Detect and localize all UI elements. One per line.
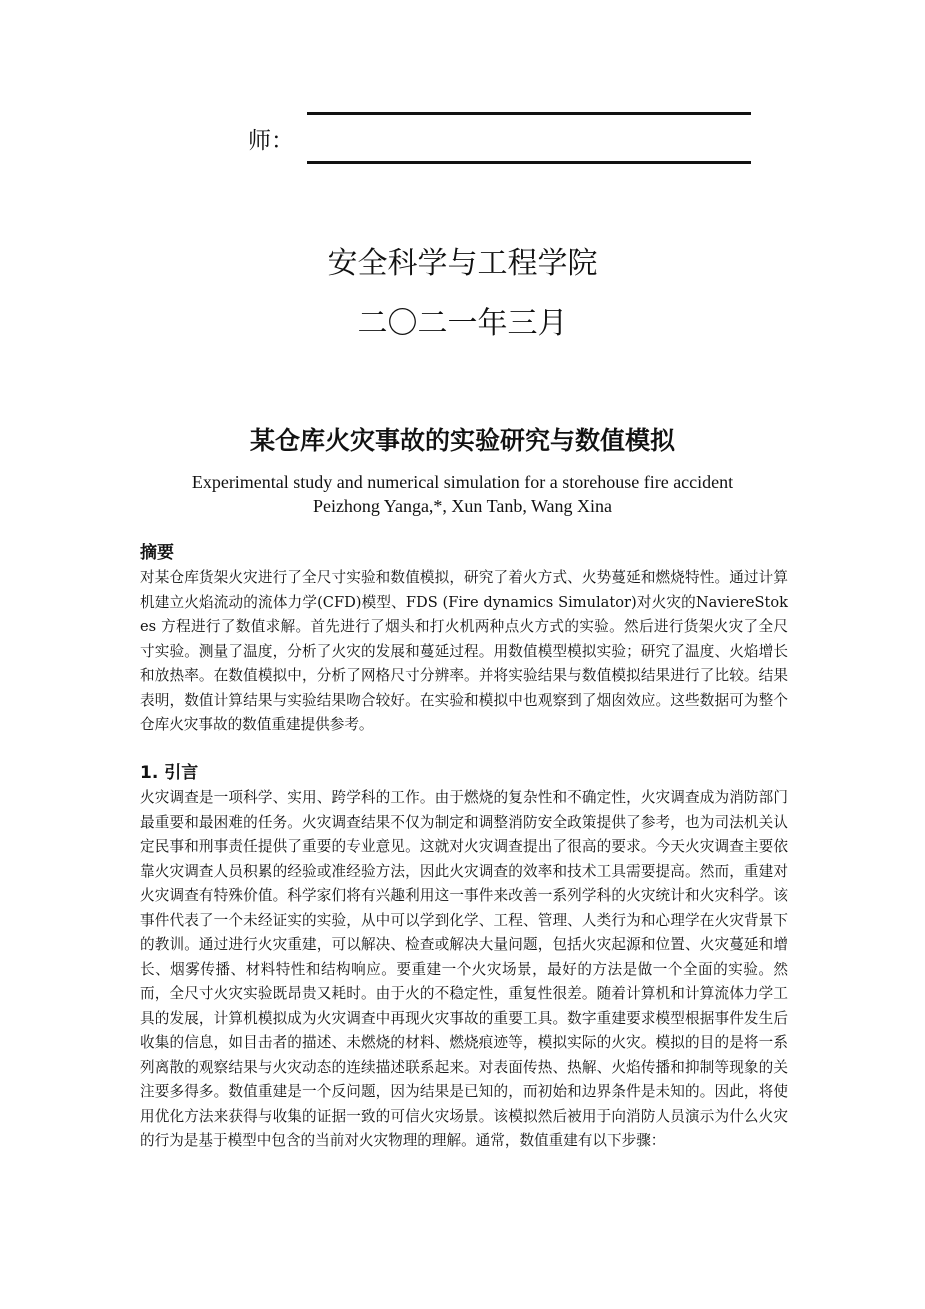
abstract-heading: 摘要 (140, 543, 174, 563)
date: 二〇二一年三月 (357, 306, 568, 341)
school-name: 安全科学与工程学院 (327, 246, 598, 281)
paper-title-en: Experimental study and numerical simulation for a storehouse fire accident (191, 472, 734, 492)
introduction-heading: 1. 引言 (140, 763, 199, 783)
abstract-text: 对某仓库货架火灾进行了全尺寸实验和数值模拟，研究了着火方式、火势蔓延和燃烧特性。通过计算机建立火焰流动的流体力学(CFD)模型、FDS (Fire dynamics Simulator)对火灾的NaviereStokes 方程进行了数值求解。首先进行了烟头和打火机两种点火方式的实验。然后进行货架火灾了全尺寸实验。测量了温度，分析了火灾的发展和蔓延过程。用数值模型模拟实验；研究了温度、火焰增长和放热率。在数值模拟中，分析了网格尺寸分辨率。并将实验结果与数值模拟结果进行了比较。结果表明，数值计算结果与实验结果吻合较好。在实验和模拟中也观察到了烟囱效应。这些数据可为整个仓库火灾事故的数值重建提供参考。 (140, 569, 788, 733)
paper-authors: Peizhong Yanga,*, Xun Tanb, Wang Xina (312, 496, 613, 516)
introduction-text: 火灾调查是一项科学、实用、跨学科的工作。由于燃烧的复杂性和不确定性，火灾调查成为消防部门最重要和最困难的任务。火灾调查结果不仅为制定和调整消防安全政策提供了参考，也为司法机关认定民事和刑事责任提供了重要的专业意见。这就对火灾调查提出了很高的要求。今天火灾调查主要依靠火灾调查人员积累的经验或准经验方法，因此火灾调查的效率和技术工具需要提高。然而，重建对火灾调查有特殊价值。科学家们将有兴趣利用这一事件来改善一系列学科的火灾统计和火灾科学。该事件代表了一个未经证实的实验，从中可以学到化学、工程、管理、人类行为和心理学在火灾背景下的教训。通过进行火灾重建，可以解决、检查或解决大量问题，包括火灾起源和位置、火灾蔓延和增长、烟雾传播、材料特性和结构响应。要重建一个火灾场景，最好的方法是做一个全面的实验。然而，全尺寸火灾实验既昂贵又耗时。由于火的不稳定性，重复性很差。随着计算机和计算流体力学工具的发展，计算机模拟成为火灾调查中再现火灾事故的重要工具。数字重建要求模型根据事件发生后收集的信息，如目击者的描述、未燃烧的材料、燃烧痕迹等，模拟实际的火灾。模拟的目的是将一系列离散的观察结果与火灾动态的连续描述联系起来。对表面传热、热解、火焰传播和抑制等现象的关注要多得多。数值重建是一个反问题，因为结果是已知的，而初始和边界条件是未知的。因此，将使用优化方法来获得与收集的证据一致的可信火灾场景。该模拟然后被用于向消防人员演示为什么火灾的行为是基于模型中包含的当前对火灾物理的理解。通常，数值重建有以下步骤： (140, 789, 788, 1149)
advisor-underline-top (307, 112, 751, 115)
advisor-label: 师： (248, 128, 294, 154)
advisor-underline (307, 161, 751, 164)
paper-title-cn: 某仓库火灾事故的实验研究与数值模拟 (249, 426, 675, 455)
